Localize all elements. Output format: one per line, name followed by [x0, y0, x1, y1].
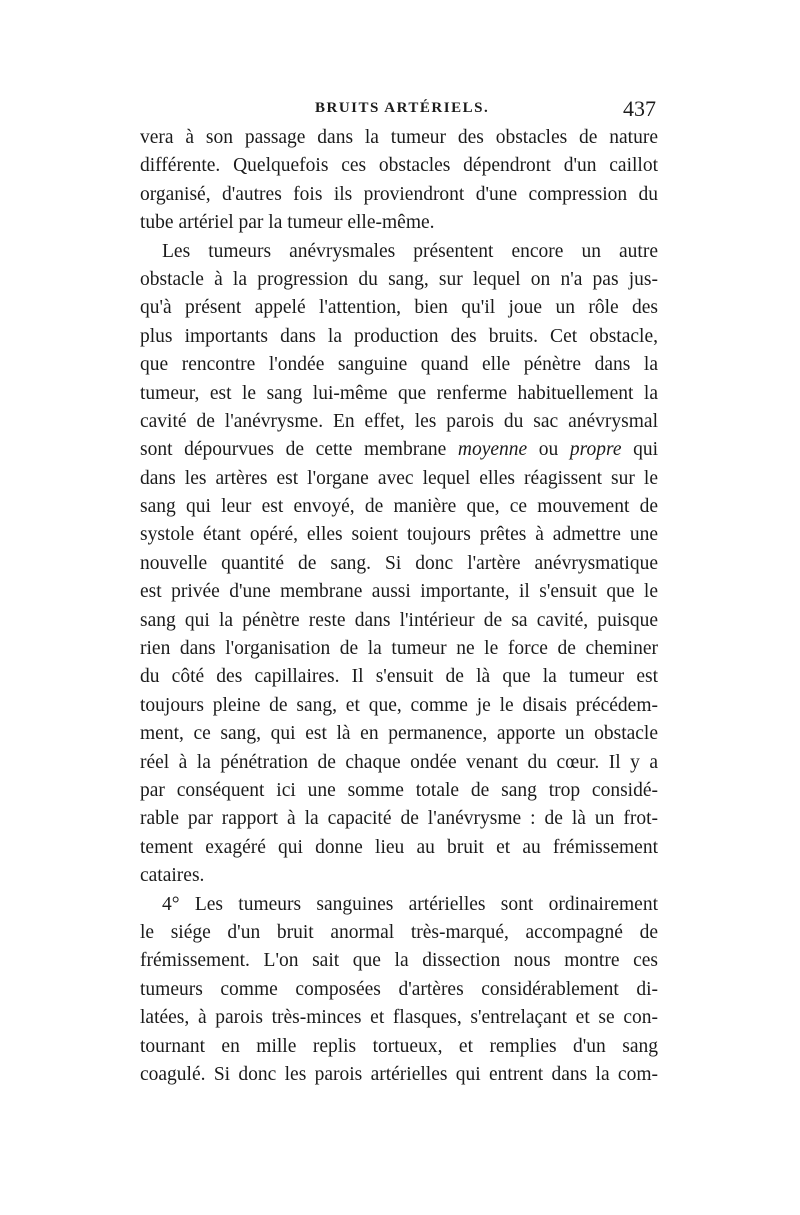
text-line: toujours pleine de sang, et que, comme je le disais précédem- — [140, 694, 658, 716]
text-line: systole étant opéré, elles soient toujours prêtes à admettre une — [140, 524, 658, 546]
text-line: tement exagéré qui donne lieu au bruit et au frémissement — [140, 836, 658, 858]
text-line: cataires. — [140, 865, 205, 887]
text-line: réel à la pénétration de chaque ondée venant du cœur. Il y a — [140, 751, 658, 773]
text-line: le siége d'un bruit anormal très-marqué, accompagné de — [140, 921, 658, 943]
text-segment: ou — [538, 439, 559, 461]
text-segment: sont dépourvues de cette membrane — [140, 439, 447, 461]
text-segment: qui — [633, 439, 659, 461]
text-line: cavité de l'anévrysme. En effet, les parois du sac anévrysmal — [140, 410, 658, 432]
paragraph-start-line: 4° Les tumeurs sanguines artérielles sont ordinairement — [162, 893, 658, 915]
text-line: nouvelle quantité de sang. Si donc l'artère anévrysmatique — [140, 552, 658, 574]
text-line: sang qui la pénètre reste dans l'intérieur de sa cavité, puisque — [140, 609, 658, 631]
text-line: dans les artères est l'organe avec lequel elles réagissent sur le — [140, 467, 658, 489]
italic-term-moyenne: moyenne — [457, 439, 528, 461]
text-line: par conséquent ici une somme totale de sang trop considé- — [140, 779, 658, 801]
text-line: organisé, d'autres fois ils proviendront d'une compression du — [140, 183, 658, 205]
text-line: obstacle à la progression du sang, sur lequel on n'a pas jus- — [140, 268, 658, 290]
text-line: différente. Quelquefois ces obstacles dépendront d'un caillot — [140, 155, 658, 177]
text-line: latées, à parois très-minces et flasques, s'entrelaçant et se con- — [140, 1007, 658, 1029]
page-header — [140, 98, 658, 124]
text-line: plus importants dans la production des bruits. Cet obstacle, — [140, 325, 658, 347]
text-line: tumeur, est le sang lui-même que renferme habituellement la — [140, 382, 658, 404]
text-line: tube artériel par la tumeur elle-même. — [140, 212, 435, 234]
body-text — [140, 124, 658, 1089]
paragraph-start-line: Les tumeurs anévrysmales présentent encore un autre — [162, 240, 658, 262]
text-line: tournant en mille replis tortueux, et remplies d'un sang — [140, 1035, 658, 1057]
text-line: rien dans l'organisation de la tumeur ne le force de cheminer — [140, 638, 658, 660]
text-line: sang qui leur est envoyé, de manière que, ce mouvement de — [140, 496, 658, 518]
text-line: que rencontre l'ondée sanguine quand elle pénètre dans la — [140, 354, 658, 376]
text-line-with-italics — [140, 436, 658, 464]
page-number: 437 — [623, 96, 656, 121]
text-line: tumeurs comme composées d'artères considérablement di- — [140, 978, 658, 1000]
text-line: ment, ce sang, qui est là en permanence, apporte un obstacle — [140, 723, 658, 745]
text-line: rable par rapport à la capacité de l'anévrysme : de là un frot- — [140, 808, 658, 830]
text-line: qu'à présent appelé l'attention, bien qu'il joue un rôle des — [140, 297, 658, 319]
text-line: est privée d'une membrane aussi importante, il s'ensuit que le — [140, 581, 658, 603]
text-line: frémissement. L'on sait que la dissection nous montre ces — [140, 950, 658, 972]
text-line: du côté des capillaires. Il s'ensuit de là que la tumeur est — [140, 666, 658, 688]
running-title: BRUITS ARTÉRIELS. — [315, 100, 490, 116]
text-line: vera à son passage dans la tumeur des obstacles de nature — [140, 127, 658, 148]
italic-term-propre: propre — [569, 439, 622, 461]
text-line: coagulé. Si donc les parois artérielles qui entrent dans la com- — [140, 1063, 658, 1085]
